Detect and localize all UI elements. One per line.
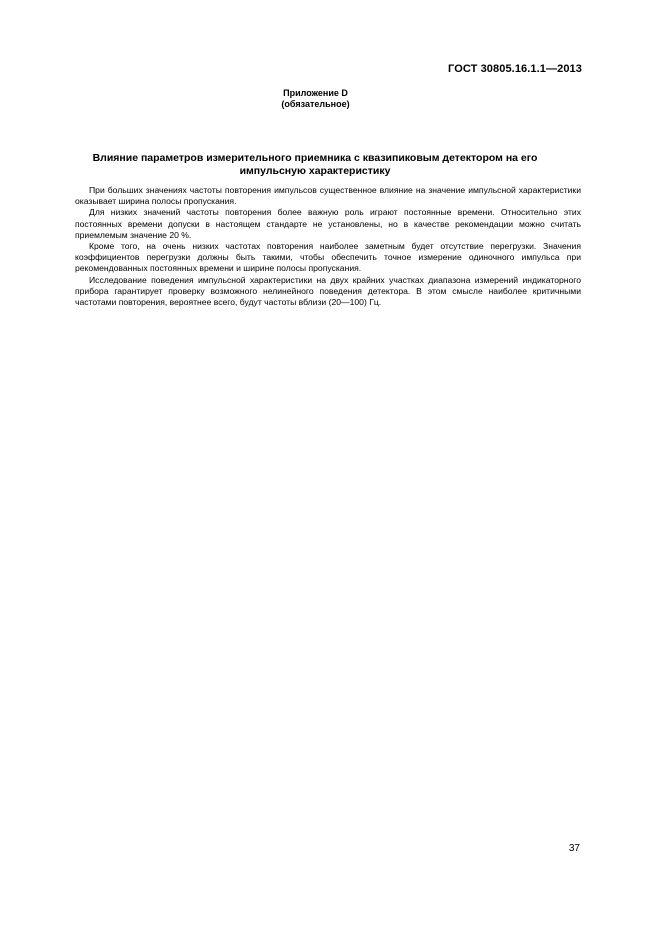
document-code: ГОСТ 30805.16.1.1—2013	[448, 63, 582, 75]
paragraph-2: Для низких значений частоты повторения более важную роль играют постоянные времени. Относительно этих постоянных времени допуски в настоящем стандарте не установлены, но в качестве рекомендации можно считать приемлемым значение 20 %.	[75, 207, 581, 240]
section-title-line-1: Влияние параметров измерительного приемника с квазипиковым детектором на его	[92, 152, 538, 164]
page-number: 37	[568, 843, 580, 854]
body-text	[75, 185, 581, 308]
appendix-heading	[0, 88, 631, 110]
paragraph-3: Кроме того, на очень низких частотах повторения наиболее заметным будет отсутствие перегрузки. Значения коэффициентов перегрузки должны быть такими, чтобы обеспечить точное измерение одиночного импульса при рекомендованных постоянных времени и ширине полосы пропускания.	[75, 241, 581, 274]
section-title-line-2: импульсную характеристику	[239, 165, 391, 177]
appendix-label: Приложение D	[283, 88, 348, 98]
paragraph-1: При больших значениях частоты повторения импульсов существенное влияние на значение импульсной характеристики оказывает ширина полосы пропускания.	[75, 185, 581, 207]
section-title	[75, 152, 555, 178]
paragraph-4: Исследование поведения импульсной характеристики на двух крайних участках диапазона измерений индикаторного прибора гарантирует проверку возможного нелинейного поведения детектора. В этом смысле наиболее критичными частотами повторения, вероятнее всего, будут частоты вблизи (20—100) Гц.	[75, 274, 581, 308]
appendix-status: (обязательное)	[281, 99, 350, 109]
